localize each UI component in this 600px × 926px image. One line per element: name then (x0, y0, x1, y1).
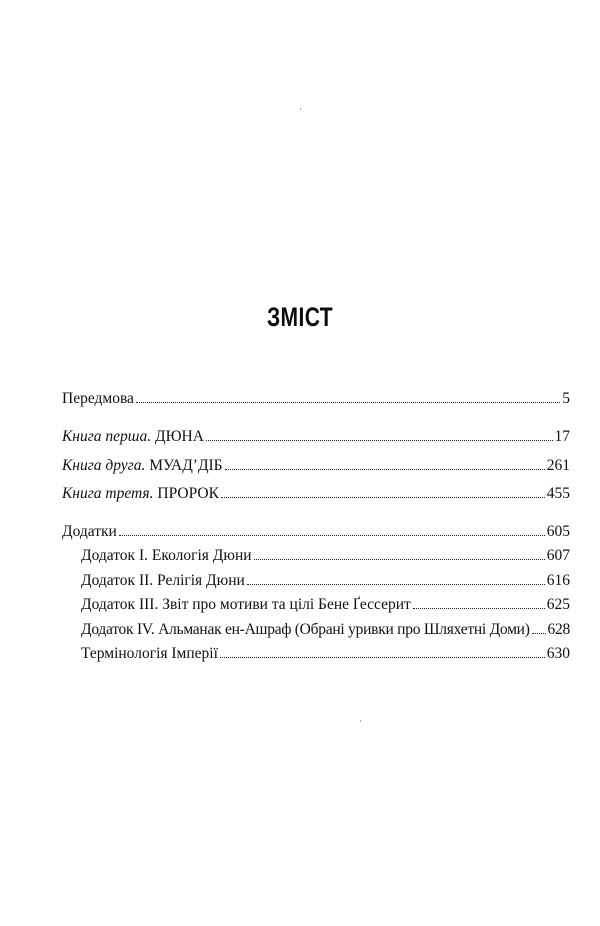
toc-leader-dots (413, 608, 545, 609)
toc-entry-appendix-2 (81, 570, 570, 592)
toc-entry-appendix-1 (81, 545, 570, 567)
toc-entry-book-three (62, 483, 570, 505)
toc-page-number: 5 (562, 390, 570, 407)
toc-entry-label: Додатки (62, 523, 117, 540)
toc-leader-dots (220, 657, 545, 658)
toc-page-number: 605 (546, 523, 570, 540)
toc-entry-appendix-3 (81, 594, 570, 616)
toc-entry-label: Додаток IV. Альманак ен-Ашраф (Обрані уривки про Шляхетні Доми) (81, 621, 530, 638)
page-speck (360, 720, 361, 722)
toc-entry-terminology (81, 643, 570, 665)
toc-book-number: Книга перша. (62, 428, 152, 445)
toc-book-title: ПРОРОК (157, 485, 219, 502)
toc-leader-dots (532, 633, 546, 634)
toc-page-number: 628 (547, 621, 570, 638)
toc-page-number: 630 (546, 645, 570, 662)
toc-page-number: 616 (546, 572, 570, 589)
toc-page-number: 607 (546, 547, 570, 564)
toc-entry-label: Додаток ІІ. Релігія Дюни (81, 572, 245, 589)
toc-page-number: 261 (546, 457, 570, 474)
toc-entry-label: Додаток ІІІ. Звіт про мотиви та цілі Бене Ґессерит (81, 596, 411, 613)
toc-book-title: ДЮНА (155, 428, 204, 445)
toc-entry-appendices (62, 521, 570, 543)
toc-entry-label (62, 483, 219, 505)
toc-leader-dots (119, 535, 545, 536)
toc-leader-dots (254, 559, 545, 560)
toc-leader-dots (206, 440, 553, 441)
toc-book-number: Книга третя. (62, 485, 154, 502)
toc-entry-book-one (62, 426, 570, 448)
toc-leader-dots (247, 584, 545, 585)
toc-leader-dots (136, 402, 560, 403)
page-speck (300, 108, 301, 110)
toc-leader-dots (225, 469, 545, 470)
toc-page-number: 625 (546, 596, 570, 613)
toc-leader-dots (221, 497, 545, 498)
toc-book-title: МУАД’ДІБ (149, 457, 223, 474)
toc-page-number: 17 (554, 428, 570, 445)
toc-entry-label (62, 426, 204, 448)
toc-entry-label: Передмова (62, 390, 134, 407)
toc-entry-foreword (62, 388, 570, 410)
toc-entry-book-two (62, 455, 570, 477)
toc-book-number: Книга друга. (62, 457, 146, 474)
toc-entry-appendix-4 (81, 619, 570, 641)
toc-page-number: 455 (546, 485, 570, 502)
toc-entry-label (62, 455, 223, 477)
toc-entry-label: Термінологія Імперії (81, 645, 218, 662)
toc-title: ЗМІСТ (266, 302, 334, 332)
toc-entry-label: Додаток І. Екологія Дюни (81, 547, 252, 564)
